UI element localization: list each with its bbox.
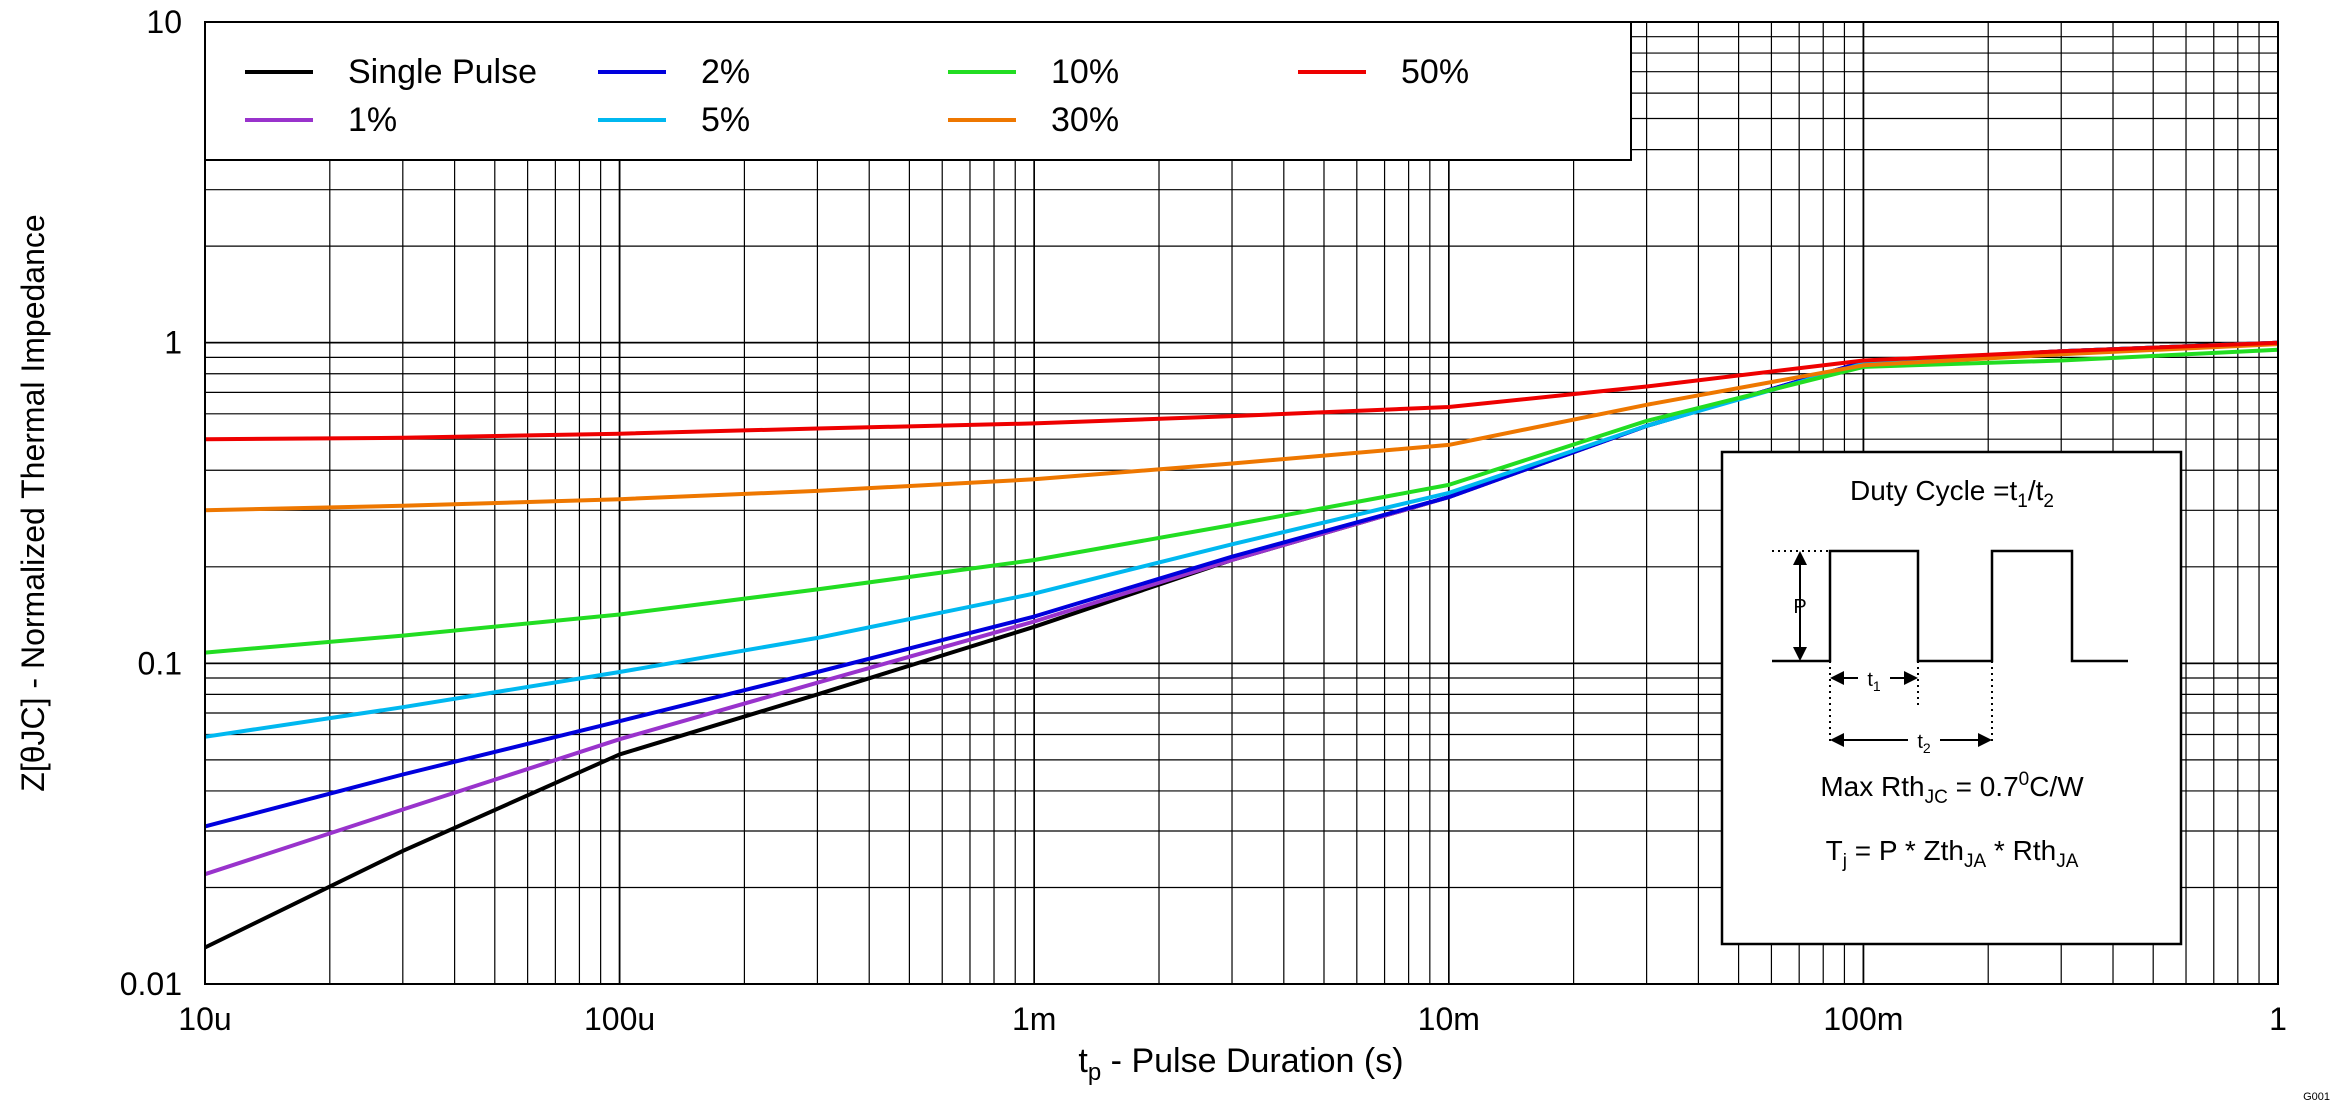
x-axis-label-rest: - Pulse Duration (s) [1101,1042,1404,1080]
x-tick-label: 1 [2269,1001,2287,1037]
tj-sub3: JA [2056,851,2079,872]
legend-label: 1% [348,101,398,139]
legend [205,22,1631,160]
legend-label: 5% [701,101,751,139]
t2-label-main: t [1917,731,1923,753]
x-axis-label [1078,1042,1403,1086]
tj-mid1: = P * Zth [1846,835,1964,866]
tj-prefix: T [1825,835,1843,866]
x-tick-label: 1m [1011,1001,1057,1037]
t1-label-sub: 1 [1872,678,1881,694]
legend-label: 30% [1051,101,1120,139]
y-tick-label: 0.1 [137,645,182,682]
annotation-box [1722,452,2181,944]
t1-label-main: t [1867,669,1873,691]
legend-box [205,22,1631,160]
tj-sub: j [1842,851,1847,872]
legend-label: 10% [1051,53,1120,91]
pulse-label: P [1793,596,1807,618]
tj-mid2: * Rth [1986,835,2057,866]
rth-suffix: C/W [2029,771,2084,802]
figure-id: G001 [2303,1091,2330,1103]
y-axis-label: Z[θJC] - Normalized Thermal Impedance [15,214,51,792]
legend-label: 2% [701,53,751,91]
x-tick-label: 10u [178,1001,232,1037]
rth-sup: 0 [2018,769,2030,790]
duty-title-sub2: 2 [2043,491,2054,512]
legend-label: 50% [1401,53,1470,91]
y-tick-label: 1 [164,324,182,361]
duty-title-prefix: Duty Cycle =t [1850,475,2018,506]
legend-label: Single Pulse [348,53,538,91]
rth-mid: = 0.7 [1947,771,2019,802]
rth-sub: JC [1924,787,1948,808]
x-axis-label-main: t [1078,1042,1088,1080]
x-tick-label: 100m [1823,1001,1904,1037]
y-tick-label: 10 [146,4,182,40]
duty-title-mid: /t [2027,475,2044,506]
t2-label-sub: 2 [1922,740,1931,756]
x-tick-label: 10m [1417,1001,1480,1037]
x-tick-label: 100u [584,1001,656,1037]
rth-prefix: Max Rth [1820,771,1925,802]
duty-title-sub1: 1 [2017,491,2028,512]
tj-sub2: JA [1963,851,1987,872]
x-axis-label-sub: p [1087,1059,1102,1086]
duty-cycle-annotation [1722,452,2181,944]
y-tick-label: 0.01 [119,966,182,1002]
